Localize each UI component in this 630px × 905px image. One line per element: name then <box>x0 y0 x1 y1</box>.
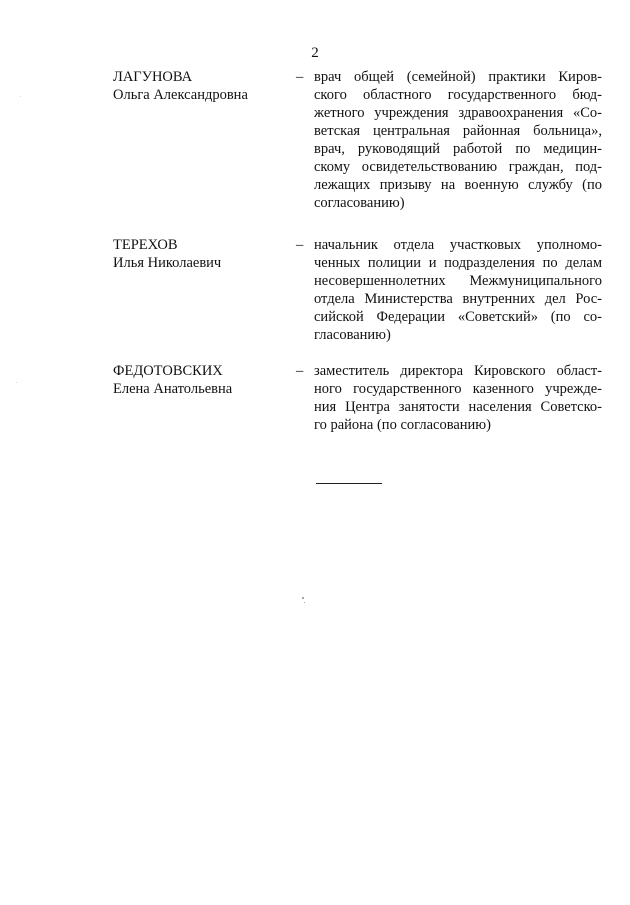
member-given-name: Ольга Александровна <box>113 87 248 103</box>
position-line: жетного учреждения здравоохранения «Со- <box>314 105 602 121</box>
entry-dash: – <box>296 363 304 379</box>
position-line: лежащих призыву на военную службу (по <box>314 177 602 193</box>
position-line: ния Центра занятости населения Советско- <box>314 399 602 415</box>
member-surname: ТЕРЕХОВ <box>113 237 178 253</box>
scan-speck <box>16 382 17 383</box>
position-line: ного государственного казенного учрежде- <box>314 381 602 397</box>
member-surname: ЛАГУНОВА <box>113 69 193 85</box>
position-line: отдела Министерства внутренних дел Рос- <box>314 291 602 307</box>
member-name <box>113 362 283 398</box>
position-line: го района (по согласованию) <box>314 417 491 433</box>
entry-dash: – <box>296 69 304 85</box>
entry-dash: – <box>296 237 304 253</box>
position-line: несовершеннолетних Межмуниципального <box>314 273 602 289</box>
member-position <box>314 236 602 344</box>
member-position <box>314 362 602 434</box>
page-number: 2 <box>311 45 319 61</box>
member-name <box>113 236 283 272</box>
position-line: врач общей (семейной) практики Киров- <box>314 69 602 85</box>
position-line: гласованию) <box>314 327 391 343</box>
position-line: ветская центральная районная больница», <box>314 123 602 139</box>
scan-speck <box>302 597 304 599</box>
position-line: начальник отдела участковых уполномо- <box>314 237 602 253</box>
position-line: согласованию) <box>314 195 405 211</box>
member-name <box>113 68 283 104</box>
end-rule <box>316 483 382 484</box>
position-line: врач, руководящий работой по медицин- <box>314 141 602 157</box>
position-line: ского областного государственного бюд- <box>314 87 602 103</box>
member-position <box>314 68 602 212</box>
member-given-name: Елена Анатольевна <box>113 381 233 397</box>
scan-speck <box>304 602 305 603</box>
position-line: ченных полиции и подразделения по делам <box>314 255 602 271</box>
position-line: сийской Федерации «Советский» (по со- <box>314 309 602 325</box>
member-surname: ФЕДОТОВСКИХ <box>113 363 223 379</box>
scan-speck <box>20 96 21 97</box>
member-given-name: Илья Николаевич <box>113 255 222 271</box>
position-line: скому освидетельствованию граждан, под- <box>314 159 602 175</box>
position-line: заместитель директора Кировского област- <box>314 363 602 379</box>
